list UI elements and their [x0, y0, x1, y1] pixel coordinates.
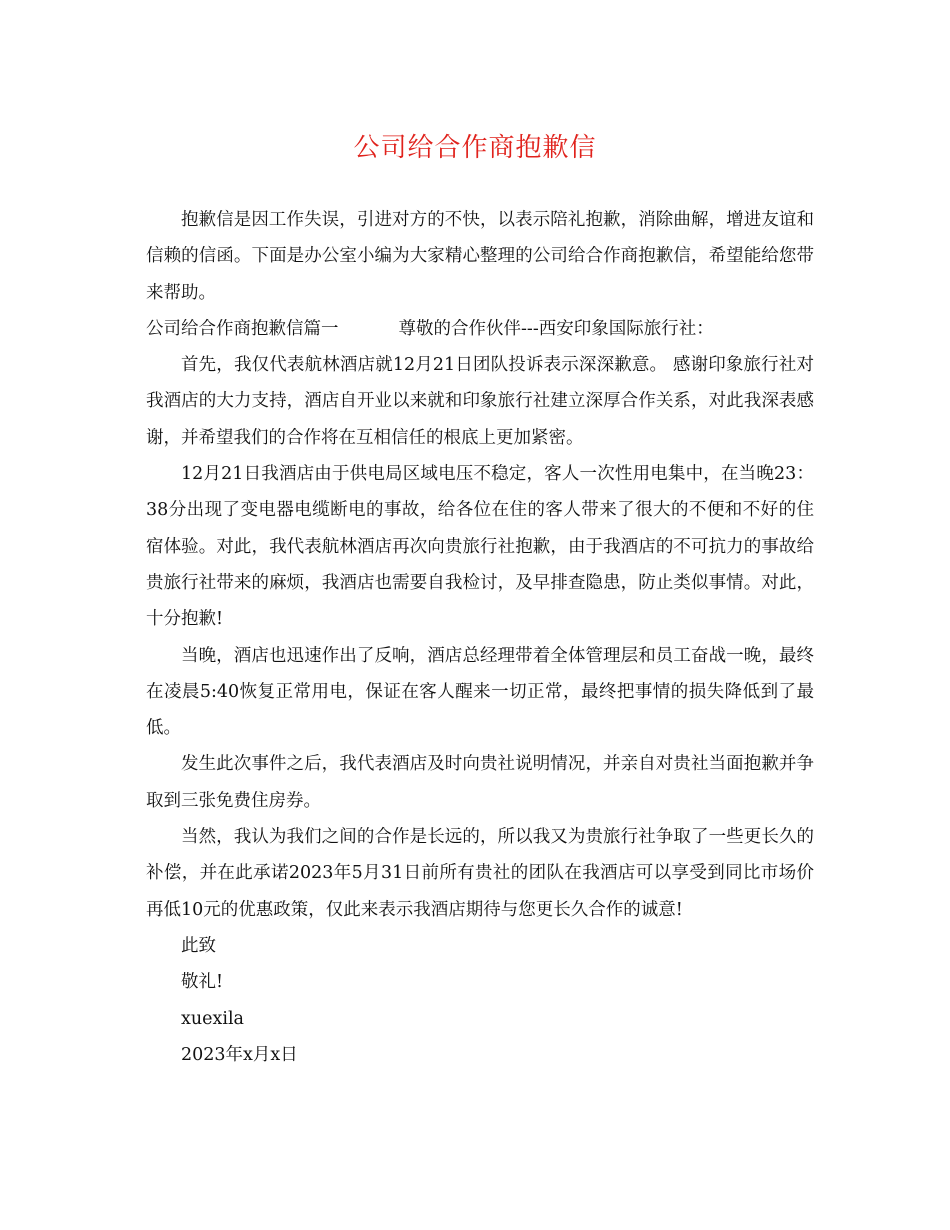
body-paragraph-3: 当晚，酒店也迅速作出了反响，酒店总经理带着全体管理层和员工奋战一晚，最终在凌晨5:40恢复正常用电，保证在客人醒来一切正常，最终把事情的损失降低到了最低。	[146, 645, 814, 739]
body-paragraph-5: 当然，我认为我们之间的合作是长远的，所以我又为贵旅行社争取了一些更长久的补偿，并在此承诺2023年5月31日前所有贵社的团队在我酒店可以享受到同比市场价再低10元的优惠政策，仅此来表示我酒店期待与您更长久合作的诚意!	[146, 827, 814, 920]
document-body	[146, 202, 814, 1073]
date-line: 2023年x月x日	[181, 1044, 298, 1065]
body-paragraph-1: 首先，我仅代表航林酒店就12月21日团队投诉表示深深歉意。 感谢印象旅行社对我酒店的大力支持，酒店自开业以来就和印象旅行社建立深厚合作关系，对此我深表感谢，并希望我们的合作将在互相信任的根底上更加紧密。	[146, 355, 814, 448]
document-title: 公司给合作商抱歉信	[353, 133, 597, 163]
signature-line: xuexila	[181, 1008, 244, 1029]
intro-paragraph: 抱歉信是因工作失误，引进对方的不快，以表示陪礼抱歉，消除曲解，增进友谊和信赖的信函。下面是办公室小编为大家精心整理的公司给合作商抱歉信，希望能给您带来帮助。	[146, 210, 814, 303]
letter-heading-line	[146, 311, 814, 347]
closing-line: 此致	[181, 935, 216, 956]
salutation: 尊敬的合作伙伴---西安印象国际旅行社：	[398, 318, 714, 339]
body-paragraph-2: 12月21日我酒店由于供电局区域电压不稳定，客人一次性用电集中，在当晚23：38分出现了变电器电缆断电的事故，给各位在住的客人带来了很大的不便和不好的住宿体验。对此，我代表航林酒店再次向贵旅行社抱歉，由于我酒店的不可抗力的事故给贵旅行社带来的麻烦，我酒店也需要自我检讨，及早排查隐患，防止类似事情。对此，十分抱歉!	[146, 464, 814, 630]
section-label: 公司给合作商抱歉信篇一	[146, 318, 339, 339]
regards-line: 敬礼!	[181, 972, 224, 993]
body-paragraph-4: 发生此次事件之后，我代表酒店及时向贵社说明情况，并亲自对贵社当面抱歉并争取到三张免费住房券。	[146, 754, 814, 811]
